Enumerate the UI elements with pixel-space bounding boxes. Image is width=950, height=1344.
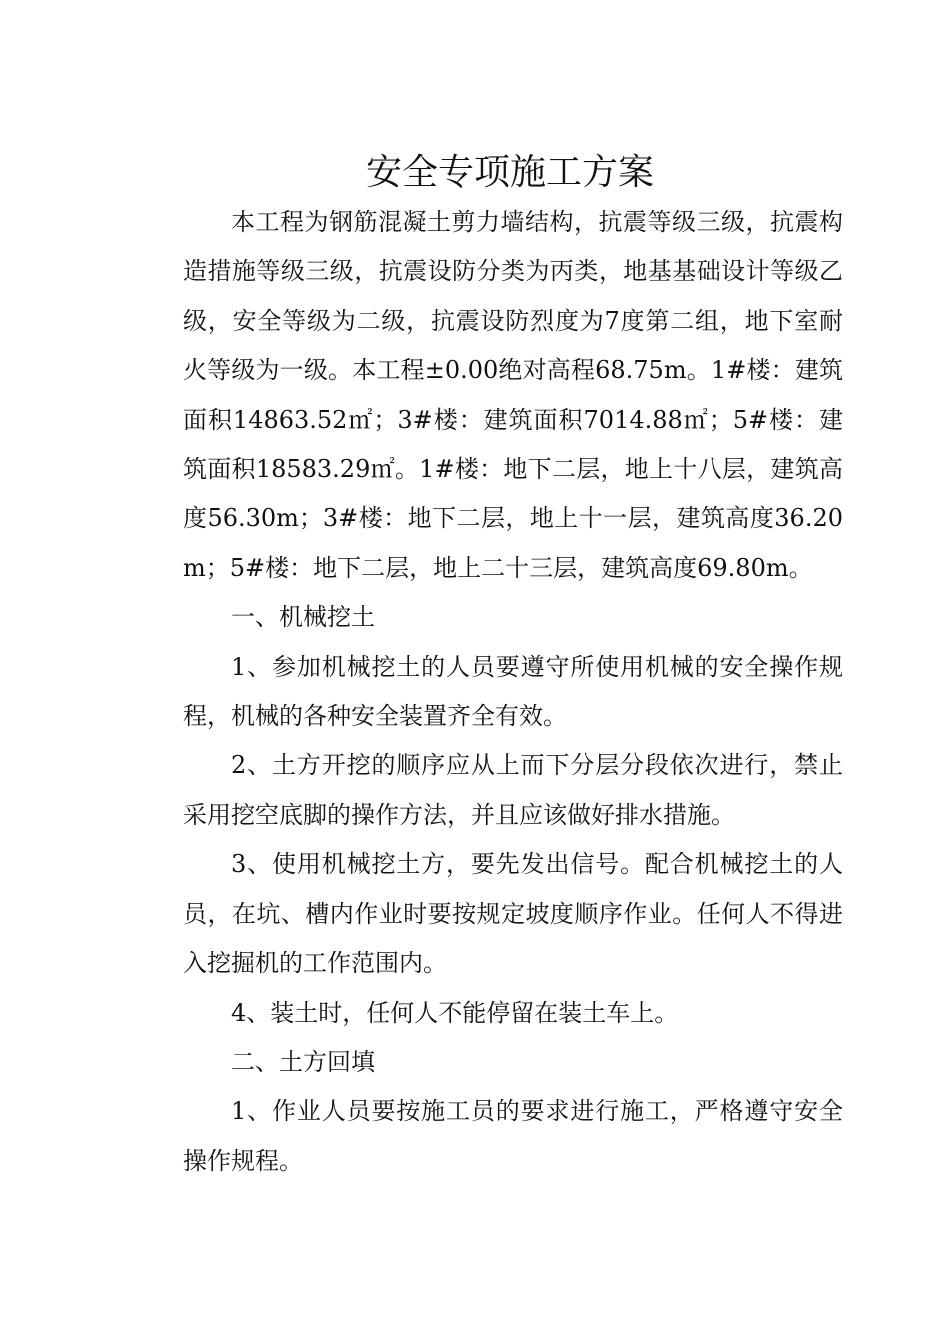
document-title: 安全专项施工方案 bbox=[365, 152, 654, 193]
document-body bbox=[183, 198, 843, 1186]
excavation-rule-1: 1、参加机械挖土的人员要遵守所使用机械的安全操作规程，机械的各种安全装置齐全有效。 bbox=[183, 652, 843, 731]
excavation-rule-2: 2、土方开挖的顺序应从上而下分层分段依次进行，禁止采用挖空底脚的操作方法，并且应该做好排水措施。 bbox=[183, 751, 843, 829]
excavation-rule-3: 3、使用机械挖土方，要先发出信号。配合机械挖土的人员，在坑、槽内作业时要按规定坡度顺序作业。任何人不得进入挖掘机的工作范围内。 bbox=[183, 850, 843, 978]
section-heading-mechanical-excavation: 一、机械挖土 bbox=[231, 603, 375, 632]
excavation-rule-4: 4、装土时，任何人不能停留在装土车上。 bbox=[231, 998, 679, 1027]
section-heading-backfill: 二、土方回填 bbox=[231, 1047, 375, 1076]
project-overview-paragraph: 本工程为钢筋混凝土剪力墙结构，抗震等级三级，抗震构造措施等级三级，抗震设防分类为丙类，地基基础设计等级乙级，安全等级为二级，抗震设防烈度为7度第二组，地下室耐火等级为一级。本工程±0.00绝对高程68.75m。1#楼：建筑面积14863.52㎡；3#楼：建筑面积7014.88㎡；5#楼：建筑面积18583.29㎡。1#楼：地下二层，地上十八层，建筑高度56.30m；3#楼：地下二层，地上十一层，建筑高度36.20m；5#楼：地下二层，地上二十三层，建筑高度69.80m。 bbox=[183, 208, 843, 582]
backfill-rule-1: 1、作业人员要按施工员的要求进行施工，严格遵守安全操作规程。 bbox=[183, 1097, 843, 1175]
